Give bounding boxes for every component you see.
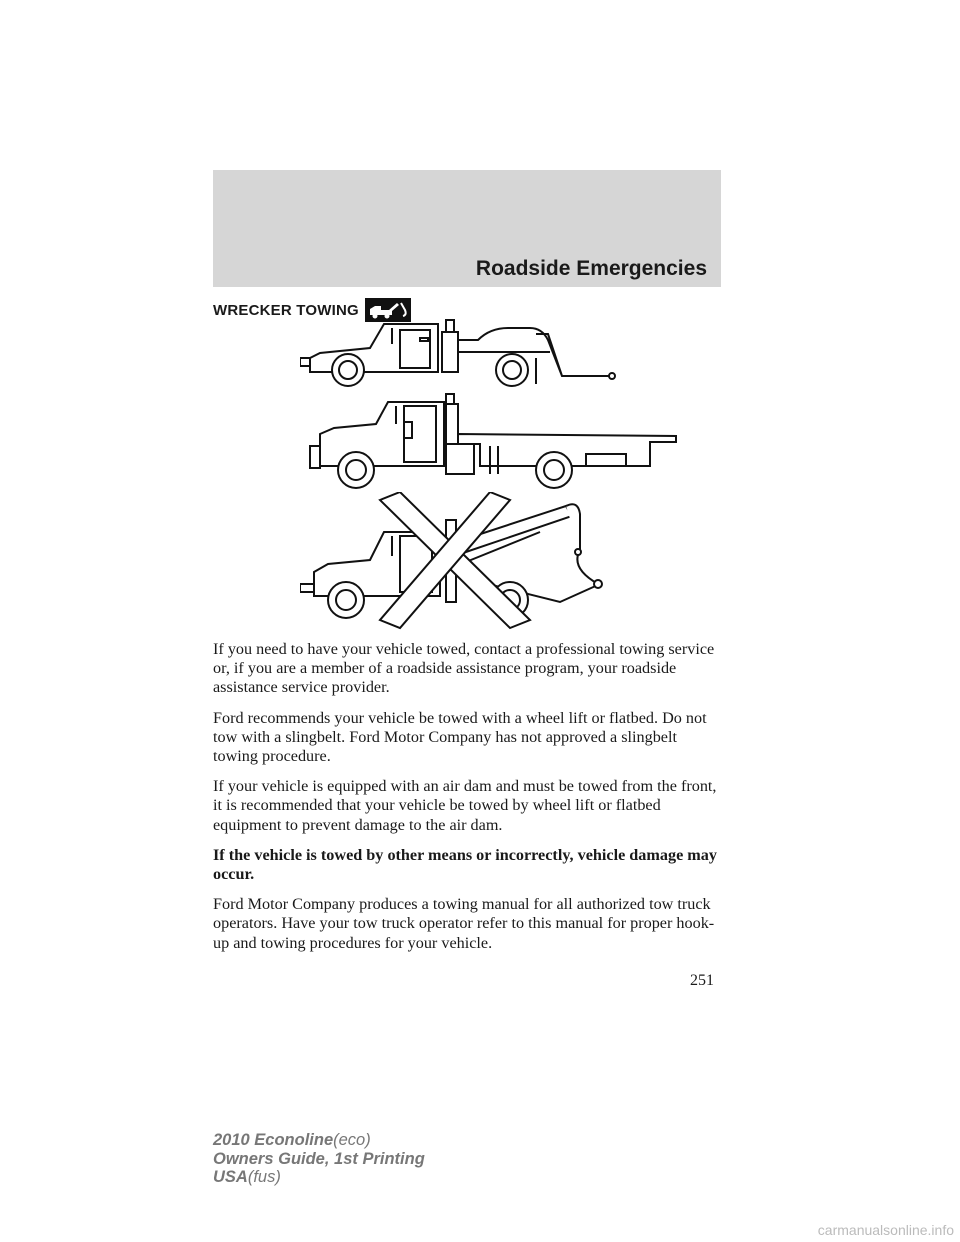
warning-paragraph: If the vehicle is towed by other means or incorrectly, vehicle damage may occur. xyxy=(213,845,717,884)
paragraph: If you need to have your vehicle towed, contact a professional towing service or, if you are a member of a roadside assistance program, your roadside assistance service provider. xyxy=(213,640,715,697)
section-heading-text: WRECKER TOWING xyxy=(213,301,359,319)
wheel-lift-truck-illustration xyxy=(300,318,690,390)
paragraph: If your vehicle is equipped with an air dam and must be towed from the front, it is recommended that your vehicle be towed by wheel lift or flatbed equipment to prevent damage to the air dam. xyxy=(213,777,717,834)
slingbelt-truck-illustration xyxy=(300,492,690,632)
flatbed-truck-illustration xyxy=(300,390,690,496)
footer-market-code: (fus) xyxy=(247,1168,281,1186)
body-text xyxy=(213,640,723,964)
footer-market: USA xyxy=(213,1168,248,1186)
footer-guide: Owners Guide, 1st Printing xyxy=(213,1149,425,1168)
page-header-title: Roadside Emergencies xyxy=(475,257,707,280)
footer-model: 2010 Econoline xyxy=(213,1131,334,1149)
footer-model-code: (eco) xyxy=(333,1131,371,1149)
document-footer xyxy=(213,1131,425,1187)
paragraph: Ford Motor Company produces a towing manual for all authorized tow truck operators. Have your tow truck operator refer to this manual for proper hook-up and towing procedures for your vehicle. xyxy=(213,895,715,952)
paragraph: Ford recommends your vehicle be towed with a wheel lift or flatbed. Do not tow with a slingbelt. Ford Motor Company has not approved a slingbelt towing procedure. xyxy=(213,708,707,766)
header-band xyxy=(213,170,721,287)
page-number: 251 xyxy=(690,972,714,989)
watermark: carmanualsonline.info xyxy=(817,1222,954,1238)
